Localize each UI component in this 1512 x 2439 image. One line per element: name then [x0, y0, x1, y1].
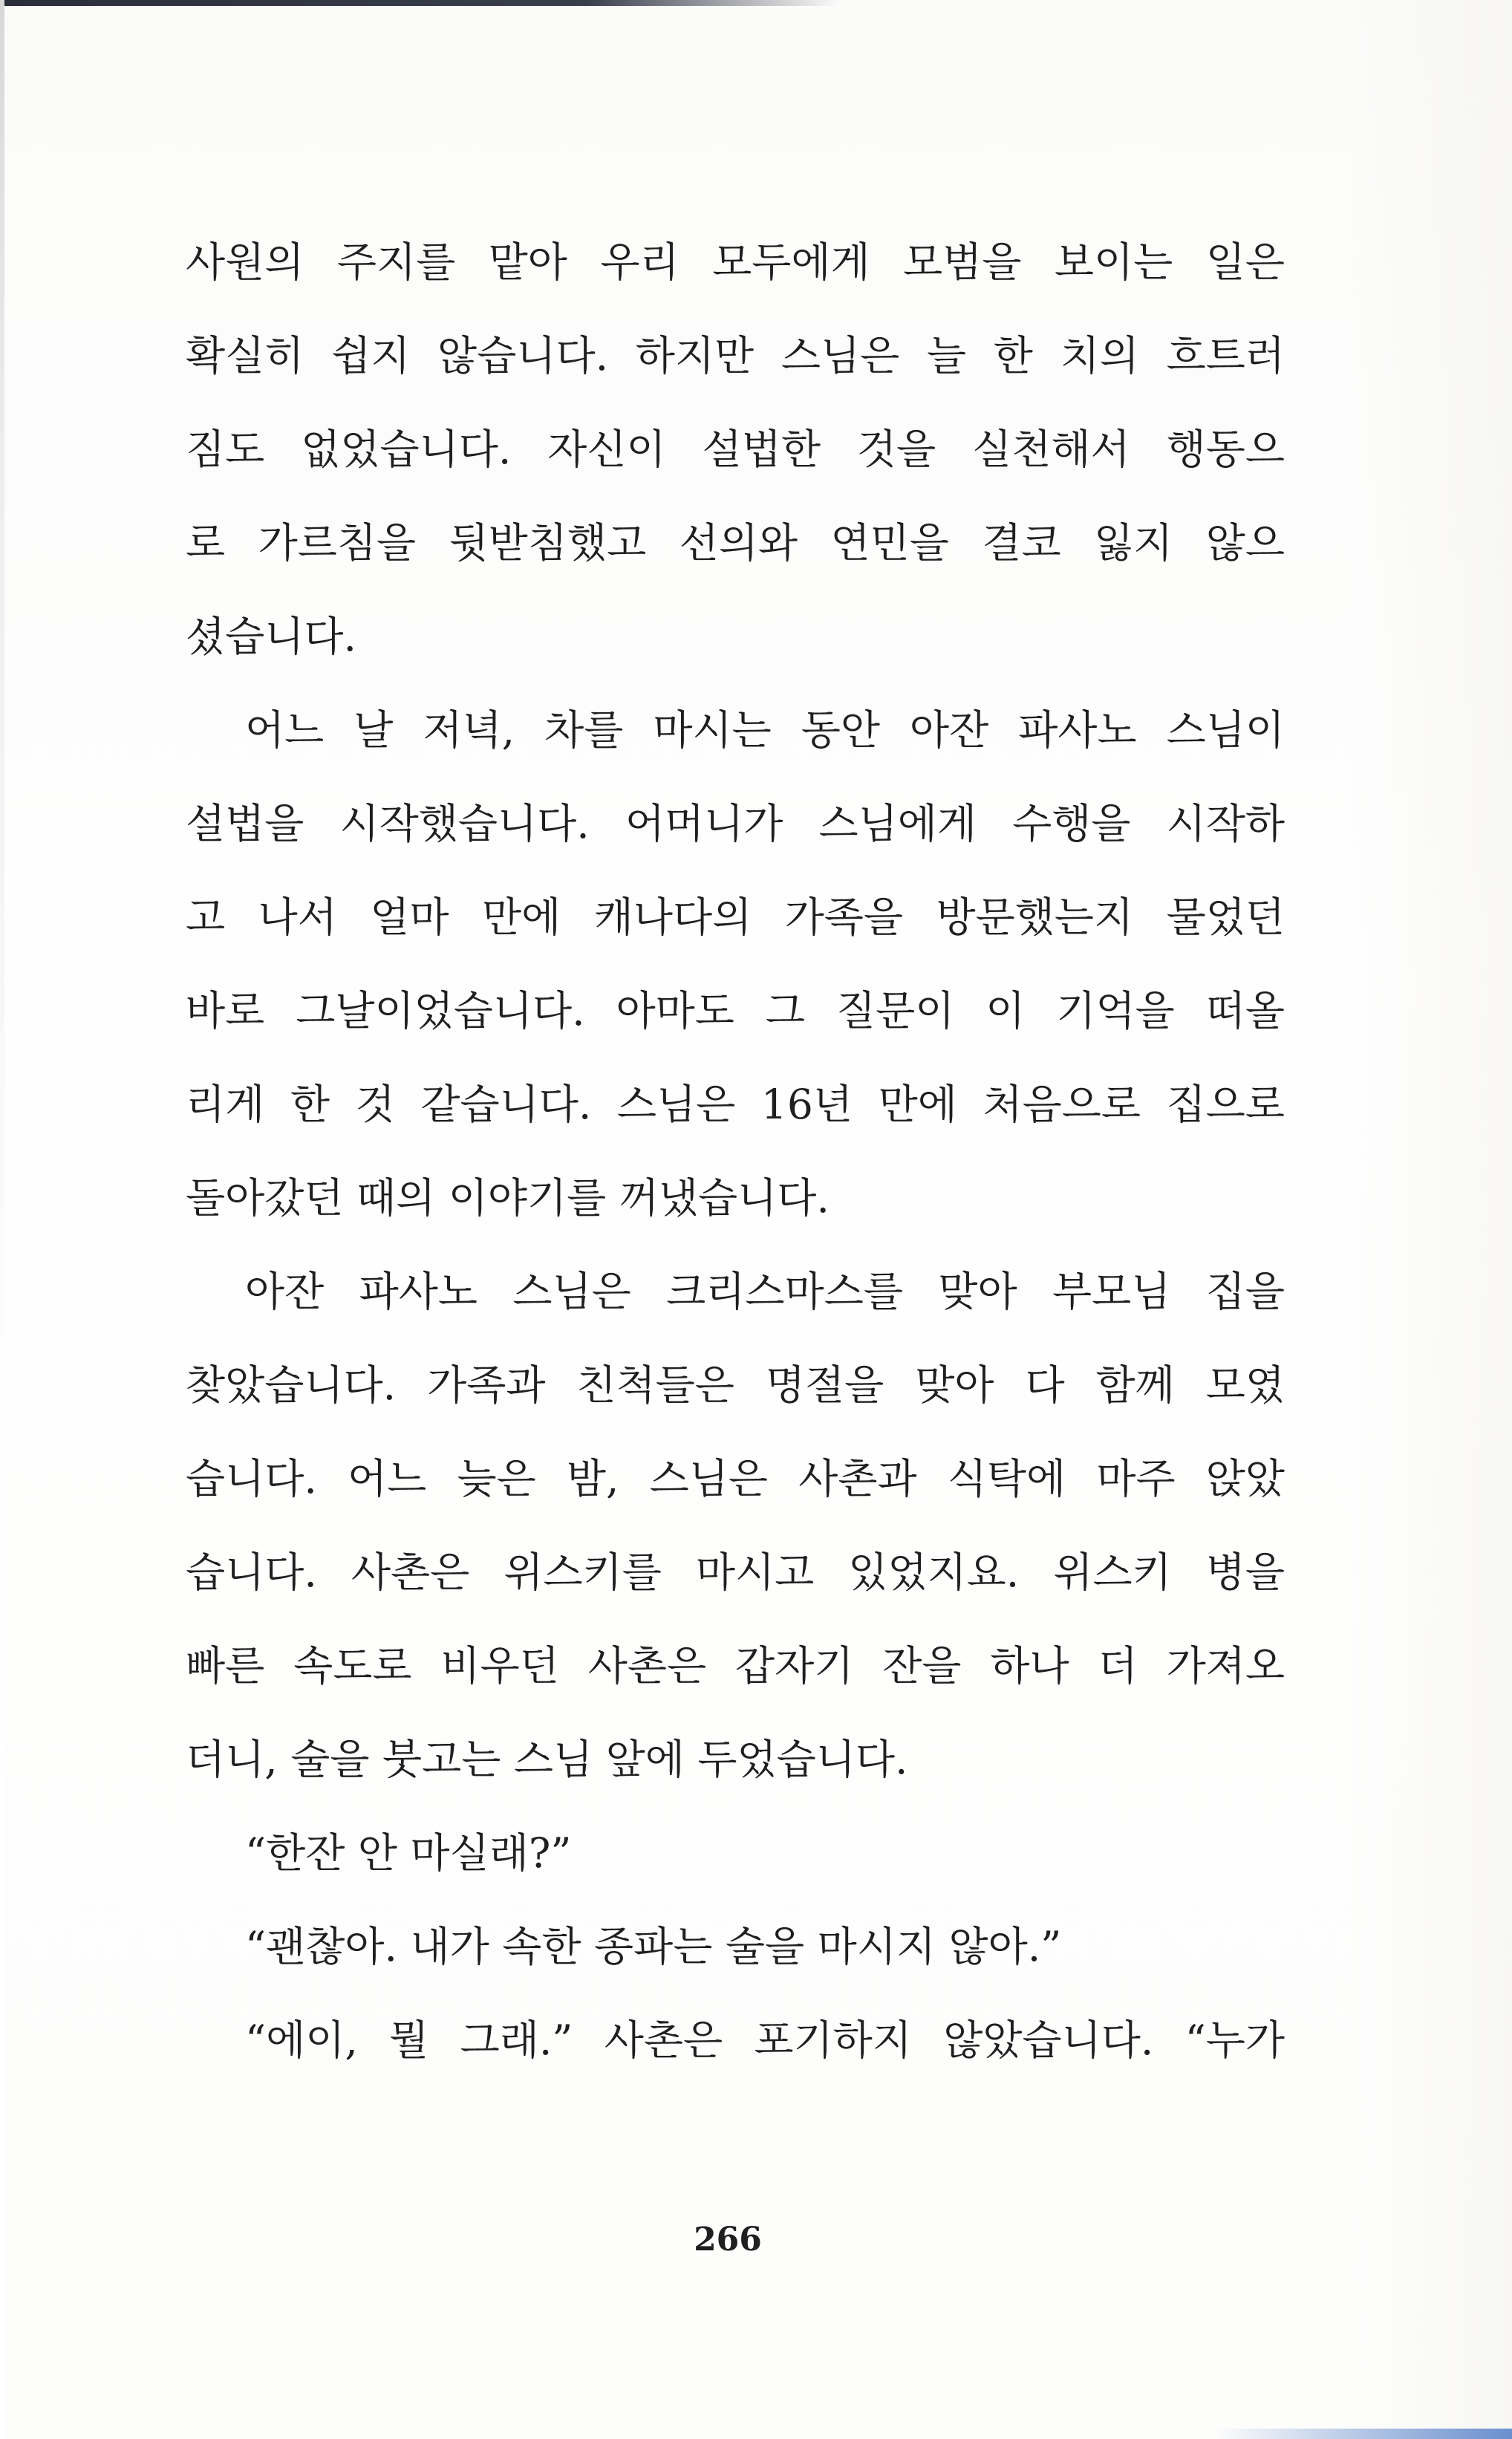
text-line: 찾았습니다. 가족과 친척들은 명절을 맞아 다 함께 모였 — [186, 1361, 1285, 1409]
page-left-edge-shadow — [0, 0, 4, 2439]
text-line: 아잔 파사노 스님은 크리스마스를 맞아 부모님 집을 — [245, 1268, 1285, 1315]
dialogue-line: “한잔 안 마실래?” — [245, 1829, 572, 1877]
text-line: 로 가르침을 뒷받침했고 선의와 연민을 결코 잃지 않으 — [186, 519, 1285, 567]
text-line: 리게 한 것 같습니다. 스님은 16년 만에 처음으로 집으로 — [186, 1081, 1285, 1128]
text-line: 어느 날 저녁, 차를 마시는 동안 아잔 파사노 스님이 — [245, 706, 1285, 754]
text-line: 바로 그날이었습니다. 아마도 그 질문이 이 기억을 떠올 — [186, 987, 1285, 1035]
text-line: 고 나서 얼마 만에 캐나다의 가족을 방문했는지 물었던 — [186, 893, 1285, 941]
text-line: 사원의 주지를 맡아 우리 모두에게 모범을 보이는 일은 — [186, 238, 1285, 286]
text-line: 돌아갔던 때의 이야기를 꺼냈습니다. — [186, 1174, 830, 1222]
text-line: 셨습니다. — [186, 613, 357, 660]
text-line: 습니다. 어느 늦은 밤, 스님은 사촌과 식탁에 마주 앉았 — [186, 1455, 1285, 1502]
text-line: 확실히 쉽지 않습니다. 하지만 스님은 늘 한 치의 흐트러 — [186, 332, 1285, 380]
page-top-edge-shadow — [0, 0, 839, 6]
body-text — [186, 215, 1285, 2087]
dialogue-line: “괜찮아. 내가 속한 종파는 술을 마시지 않아.” — [245, 1923, 1062, 1970]
page-number: 266 — [694, 2221, 762, 2259]
text-line: 설법을 시작했습니다. 어머니가 스님에게 수행을 시작하 — [186, 800, 1285, 847]
page-right-shade — [1349, 0, 1512, 2439]
text-line: 습니다. 사촌은 위스키를 마시고 있었지요. 위스키 병을 — [186, 1549, 1285, 1596]
text-line: 더니, 술을 붓고는 스님 앞에 두었습니다. — [186, 1736, 908, 1783]
page-bottom-edge — [1215, 2429, 1512, 2439]
dialogue-line: “에이, 뭘 그래.” 사촌은 포기하지 않았습니다. “누가 — [245, 2016, 1285, 2064]
text-line: 짐도 없었습니다. 자신이 설법한 것을 실천해서 행동으 — [186, 426, 1285, 473]
text-line: 빠른 속도로 비우던 사촌은 갑자기 잔을 하나 더 가져오 — [186, 1642, 1285, 1690]
